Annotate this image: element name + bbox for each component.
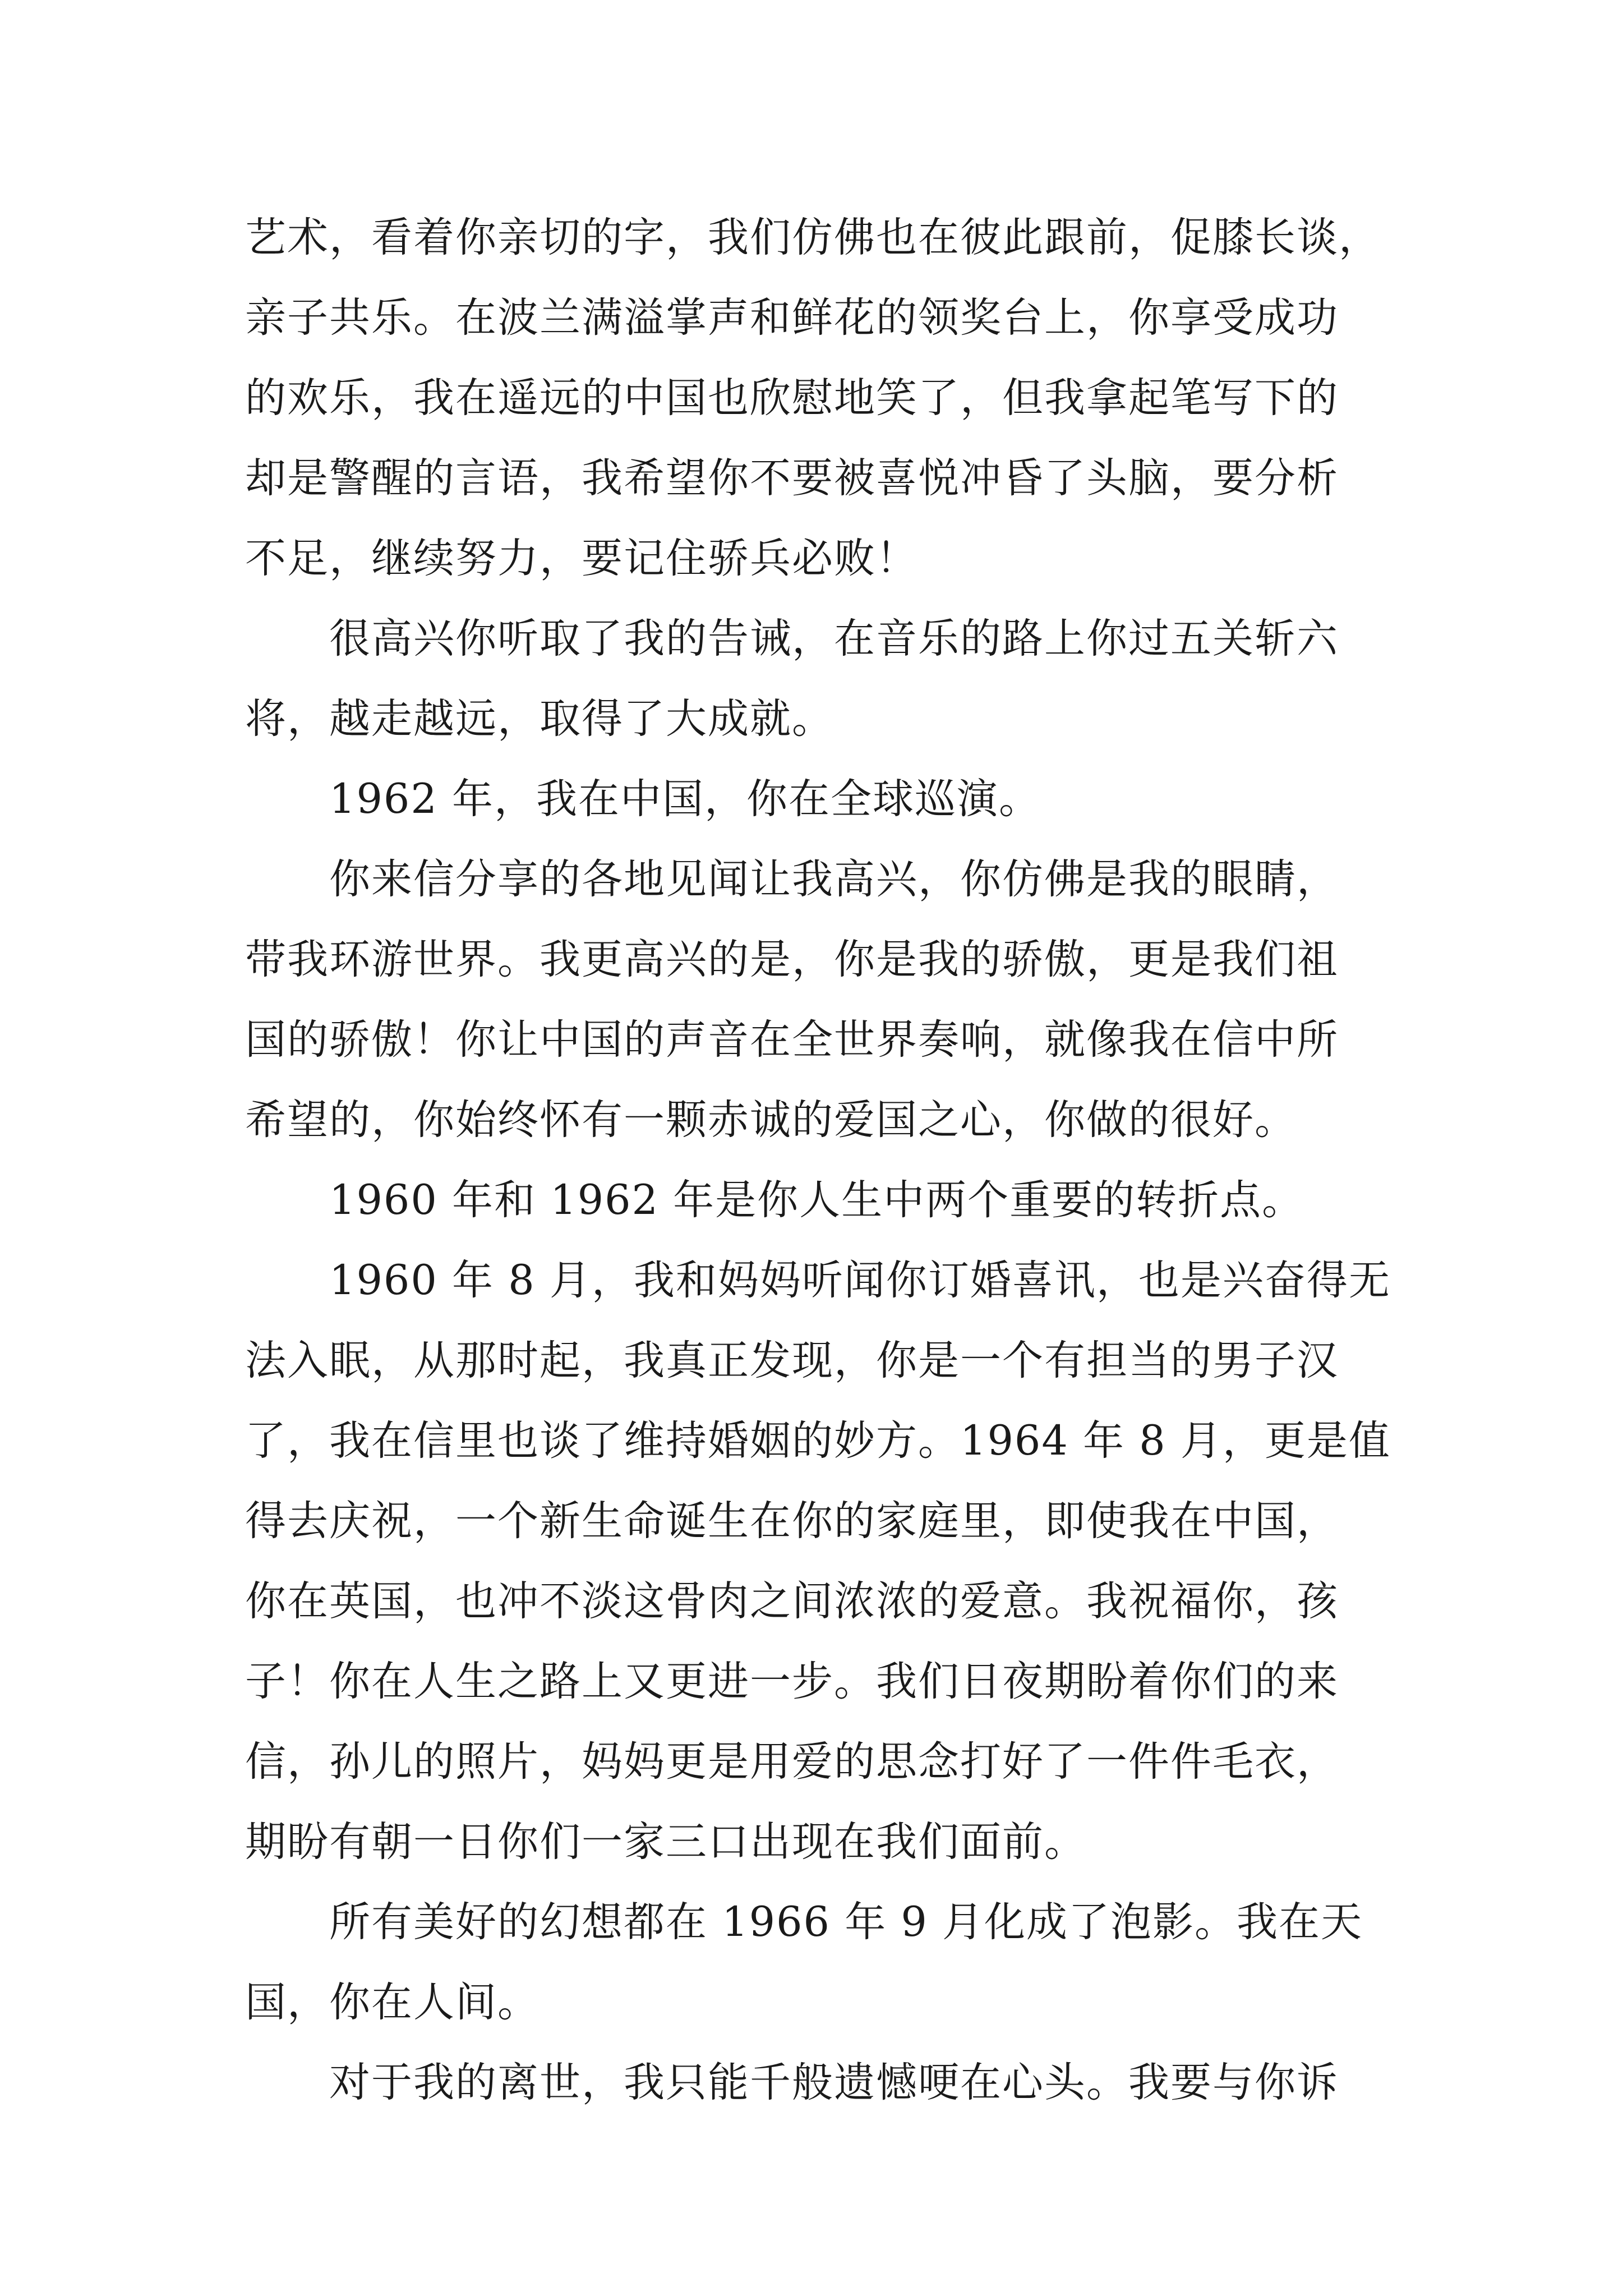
text-line: 所有美好的幻想都在 1966 年 9 月化成了泡影。我在天 (329, 1898, 1363, 1946)
text-line: 国，你在人间。 (245, 1978, 540, 2026)
text-line: 期盼有朝一日你们一家三口出现在我们面前。 (245, 1818, 1086, 1866)
text-line: 得去庆祝，一个新生命诞生在你的家庭里，即使我在中国， (245, 1497, 1339, 1545)
text-line: 对于我的离世，我只能千般遗憾哽在心头。我要与你诉 (329, 2059, 1339, 2106)
text-line: 1962 年，我在中国，你在全球巡演。 (329, 775, 1041, 823)
text-line: 艺术，看着你亲切的字，我们仿佛也在彼此跟前，促膝长谈， (245, 214, 1381, 261)
text-line: 你在英国，也冲不淡这骨肉之间浓浓的爱意。我祝福你，孩 (245, 1577, 1339, 1625)
text-line: 却是警醒的言语，我希望你不要被喜悦冲昏了头脑，要分析 (245, 454, 1339, 502)
text-line: 子！你在人生之路上又更进一步。我们日夜期盼着你们的来 (245, 1658, 1339, 1705)
text-line: 了，我在信里也谈了维持婚姻的妙方。1964 年 8 月，更是值 (245, 1417, 1391, 1465)
text-line: 你来信分享的各地见闻让我高兴，你仿佛是我的眼睛， (329, 855, 1339, 903)
text-line: 希望的，你始终怀有一颗赤诚的爱国之心，你做的很好。 (245, 1096, 1297, 1144)
text-line: 国的骄傲！你让中国的声音在全世界奏响，就像我在信中所 (245, 1016, 1339, 1064)
text-line: 1960 年 8 月，我和妈妈听闻你订婚喜讯，也是兴奋得无 (329, 1257, 1391, 1304)
text-line: 法入眠，从那时起，我真正发现，你是一个有担当的男子汉 (245, 1337, 1339, 1384)
text-line: 不足，继续努力，要记住骄兵必败！ (245, 535, 918, 582)
document-body (245, 197, 1400, 2123)
text-line: 1960 年和 1962 年是你人生中两个重要的转折点。 (329, 1176, 1304, 1224)
text-line: 很高兴你听取了我的告诫，在音乐的路上你过五关斩六 (329, 615, 1339, 662)
text-line: 将，越走越远，取得了大成就。 (245, 695, 834, 743)
text-line: 带我环游世界。我更高兴的是，你是我的骄傲，更是我们祖 (245, 936, 1339, 983)
text-line: 信，孙儿的照片，妈妈更是用爱的思念打好了一件件毛衣， (245, 1738, 1339, 1786)
text-line: 亲子共乐。在波兰满溢掌声和鲜花的领奖台上，你享受成功 (245, 294, 1339, 342)
text-line: 的欢乐，我在遥远的中国也欣慰地笑了，但我拿起笔写下的 (245, 374, 1339, 422)
